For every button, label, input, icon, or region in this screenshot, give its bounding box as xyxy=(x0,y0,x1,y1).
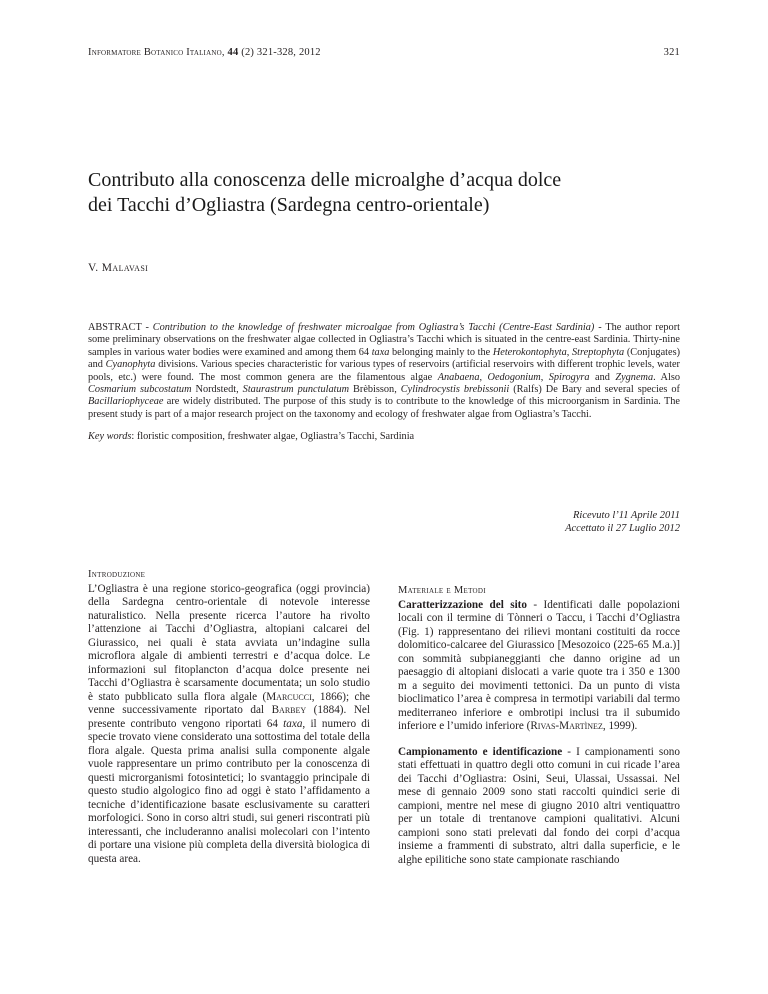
methods-paragraph-sampling: Campionamento e identificazione - I campionamenti sono stati effettuati in quattro degli otto comuni in cui ricade l’area dei Tacchi d’Ogliastra: Osini, Seui, Ulassai, Ussassai. Nel mese di gennaio 2009 sono stati raccolti quindici serie di campioni, mentre nel mese di giugno 2010 altri ventiquattro per un totale di trentanove campioni qualitativi. Alcuni campioni sono stati prelevati dal fondo dei corpi d’acqua insieme a frammenti di substrato, altri dalla superficie, e le alghe epilitiche sono state campionate raschiando xyxy=(398,745,680,866)
subheading-sampling: Campionamento e identificazione xyxy=(398,745,563,758)
keywords-label: Key words xyxy=(88,431,132,442)
citation-rivas-martinez: Rivas-Martìnez xyxy=(530,720,603,732)
accepted-date: Accettato il 27 Luglio 2012 xyxy=(565,523,680,534)
journal-citation: Informatore Botanico Italiano, 44 (2) 321-328, 2012 xyxy=(88,47,321,58)
article-title-line-2: dei Tacchi d’Ogliastra (Sardegna centro-orientale) xyxy=(88,194,490,216)
right-column xyxy=(398,584,680,867)
article-title-line-1: Contributo alla conoscenza delle microalghe d’acqua dolce xyxy=(88,169,562,191)
abstract: ABSTRACT - Contribution to the knowledge of freshwater microalgae from Ogliastra’s Tacchi (Centre-East Sardinia) - The author report some preliminary observations on the freshwater algae collected in Ogliastra’s Tacchi which is situated in the centre-east Sardinia. Thirty-nine samples in various water bodies were examined and among them 64 taxa belonging mainly to the Heterokontophyta, Streptophyta (Conjugates) and Cyanophyta divisions. Various species characteristic for various types of reservoirs (artificial reservoirs with different trophic levels, water pools, etc.) were found. The most common genera are the filamentous algae Anabaena, Oedogonium, Spirogyra and Zygnema. Also Cosmarium subcostatum Nordstedt, Staurastrum punctulatum Brèbisson, Cylindrocystis brebissonii (Ralfs) De Bary and several species of Bacillariophyceae are widely distributed. The purpose of this study is to contribute to the knowledge of this microorganism in Sardinia. The present study is part of a major research project on the taxonomy and ecology of freshwater algae from Ogliastra’s Tacchi. xyxy=(88,322,681,420)
citation-barbey: Barbey xyxy=(271,704,307,716)
citation-marcucci: Marcucci xyxy=(266,690,312,703)
abstract-label: ABSTRACT - xyxy=(88,322,153,333)
journal-issue-pages: (2) 321-328, 2012 xyxy=(238,47,321,58)
dates-block xyxy=(565,509,680,535)
intro-paragraph: L’Ogliastra è una regione storico-geografica (oggi provincia) della Sardegna centro-orientale di notevole interesse naturalistico. Nella presente ricerca l’autore ha rivolto l’attenzione ai Tacchi d’Ogliastra, altopiani calcarei del Giurassico, nei quali è stata avviata un’indagine sulla microflora algale di ambienti terrestri e d’acqua dolce. Le informazioni sul fitoplancton d’acqua dolce presente nei Tacchi d’Ogliastra è scarsamente documentata; un solo studio è stato pubblicato sulla flora algale (Marcucci, 1866); che venne successivamente riportato dal Barbey (1884). Nel presente contributo vengono riportati 64 taxa, il numero di specie trovato viene considerato una sottostima del totale della flora algale. Questa prima analisi sulla componente algale vuole rappresentare un primo contributo per la conoscenza di questi microrganismi fotosintetici; lo svantaggio principale di questo studio algologico fino ad oggi è stato l’affidamento a tecniche d’identificazione basate esclusivamente su caratteri morfologici. Sono in corso altri studi, sui generi riscontrati più interessanti, che includeranno analisi molecolari con l’intento di portare una visione più completa della diversità biologica di questa area. xyxy=(88,582,370,865)
subheading-site: Caratterizzazione del sito xyxy=(398,598,527,611)
page-number: 321 xyxy=(663,47,680,58)
abstract-english-title: Contribution to the knowledge of freshwater microalgae from Ogliastra’s Tacchi (Centre-East Sardinia) xyxy=(152,322,595,333)
keywords-text: : floristic composition, freshwater algae, Ogliastra’s Tacchi, Sardinia xyxy=(131,431,415,442)
running-header xyxy=(88,47,680,61)
left-column xyxy=(88,568,370,866)
author: V. Malavasi xyxy=(88,262,149,274)
journal-volume: 44 xyxy=(227,47,239,58)
section-heading-introduzione: Introduzione xyxy=(88,569,146,580)
article-title xyxy=(88,168,688,218)
keywords xyxy=(88,430,680,443)
journal-name: Informatore Botanico Italiano xyxy=(88,47,222,58)
received-date: Ricevuto l’11 Aprile 2011 xyxy=(572,510,680,521)
section-heading-materiale-metodi: Materiale e Metodi xyxy=(398,585,486,596)
methods-paragraph-site: Caratterizzazione del sito - Identificati dalle popolazioni locali con il termine di Tònneri o Taccu, i Tacchi d’Ogliastra (Fig. 1) rappresentano dei rilievi montani costituiti da rocce dolomitico-calcaree del Giurassico [Mesozoico (225-65 M.a.)] con sommità subpianeggianti che danno origine ad un paesaggio di altopiani dislocati a varie quote tra i 350 e 1300 m a seguito dei movimenti tettonici. Da un punto di vista bioclimatico l’area è compresa in termotipi variabili dal termo mediterraneo inferiore e ombrotipi inclusi tra il subumido inferiore e l’umido inferiore (Rivas-Martìnez, 1999). xyxy=(398,598,680,732)
